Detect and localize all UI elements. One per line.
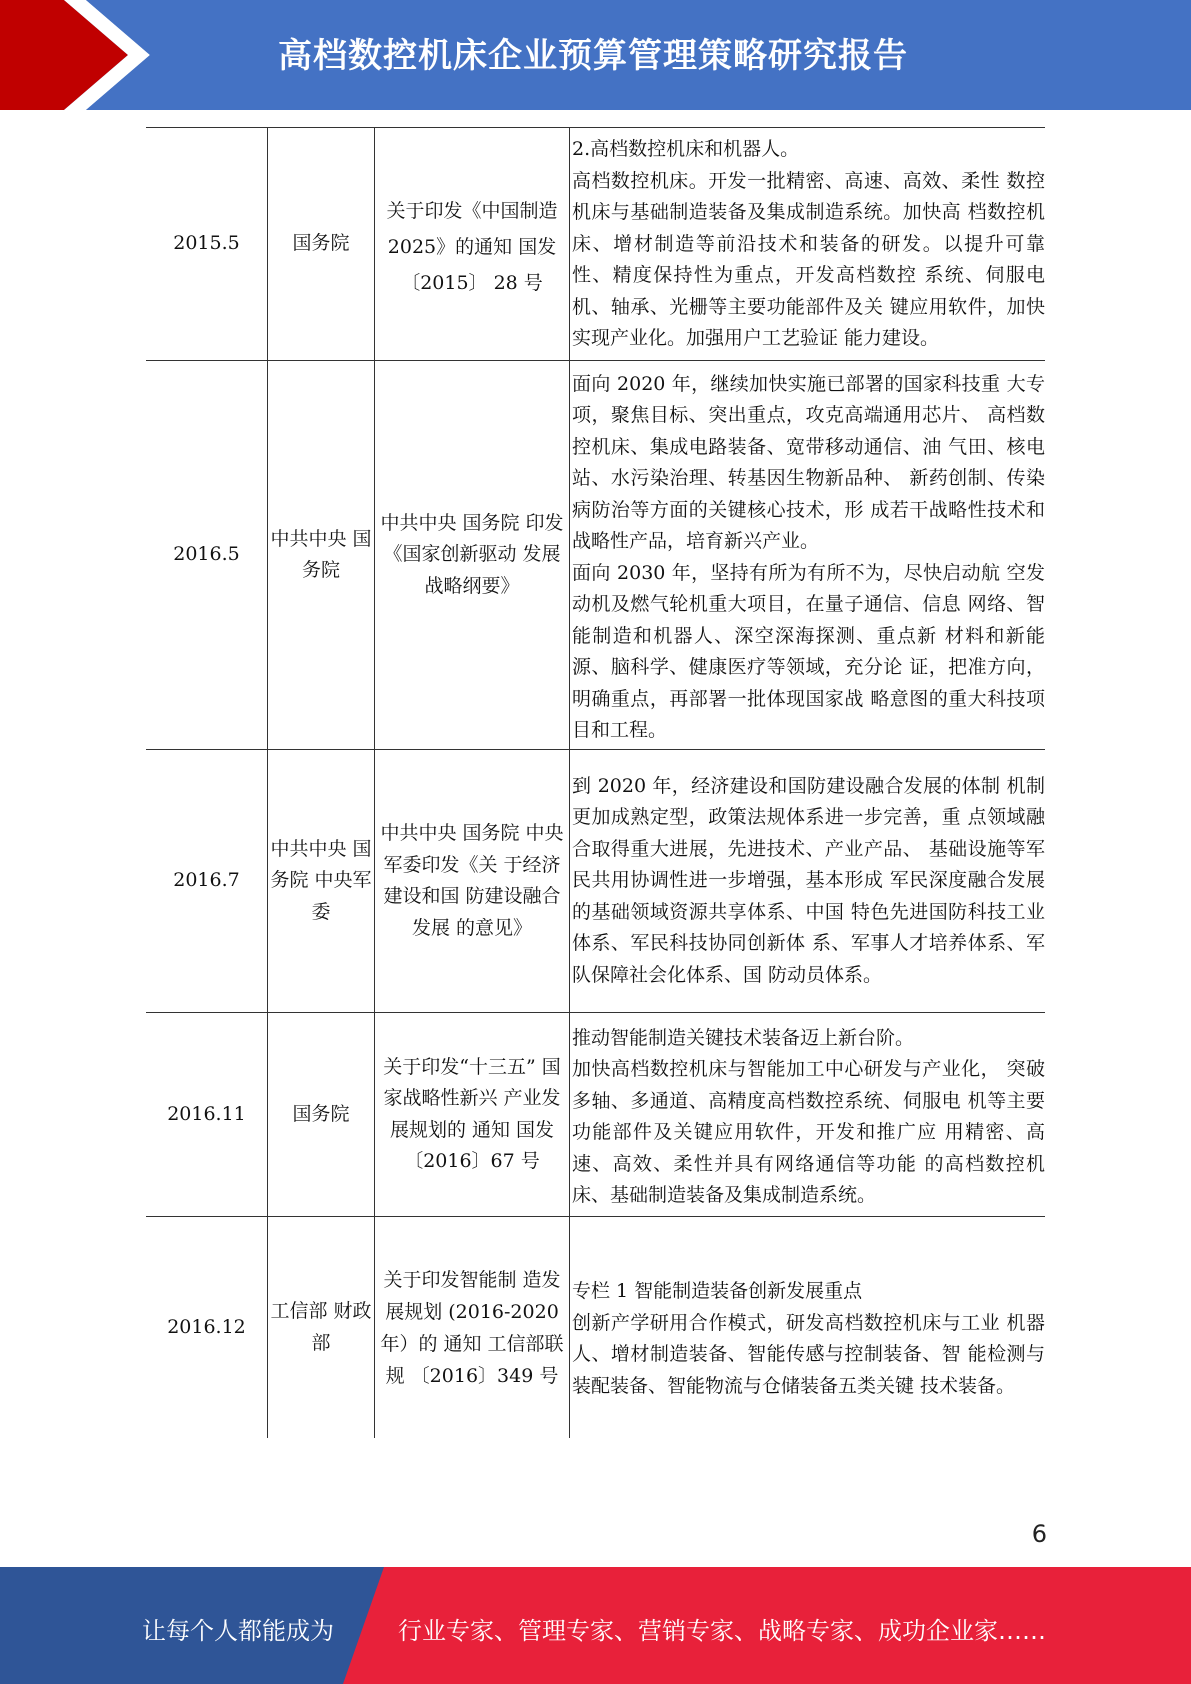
table-row (146, 750, 1045, 1013)
policy-table (146, 127, 1045, 1438)
content-paragraph: 专栏 1 智能制造装备创新发展重点 (572, 1280, 863, 1302)
issuer-cell: 国务院 (268, 1013, 375, 1217)
content-cell (570, 1217, 1046, 1439)
document-cell: 关于印发《中国制造 2025》的通知 国发〔2015〕 28 号 (375, 128, 570, 361)
page-number: 6 (1031, 1520, 1047, 1548)
content-cell (570, 750, 1046, 1013)
table-row (146, 1013, 1045, 1217)
date-cell: 2015.5 (146, 128, 268, 361)
issuer-cell: 中共中央 国务院 中央军委 (268, 750, 375, 1013)
content-paragraph: 推动智能制造关键技术装备迈上新台阶。 (572, 1026, 915, 1049)
content-cell (570, 128, 1046, 361)
table-row (146, 128, 1045, 361)
page-footer (0, 1567, 1191, 1684)
content-cell (570, 361, 1046, 750)
report-title: 高档数控机床企业预算管理策略研究报告 (278, 36, 908, 76)
content-paragraph: 2.高档数控机床和机器人。 (572, 138, 800, 160)
content-paragraph: 面向 2020 年，继续加快实施已部署的国家科技重 大专项，聚焦目标、突出重点，攻克高端通用芯片、 高档数控机床、集成电路装备、宽带移动通信、油 气田、核电站、水污染治理、转基因生物新品种、 新药创制、传染病防治等方面的关键核心技术，形 成若干战略性技术和战略性产品，培育新兴产业。 (572, 372, 1045, 552)
table-row (146, 361, 1045, 750)
table-row (146, 1217, 1045, 1439)
issuer-cell: 国务院 (268, 128, 375, 361)
footer-slogan-right: 行业专家、管理专家、营销专家、战略专家、成功企业家…… (398, 1617, 1046, 1645)
content-cell (570, 1013, 1046, 1217)
content-paragraph: 加快高档数控机床与智能加工中心研发与产业化， 突破多轴、多通道、高精度高档数控系统、伺服电 机等主要功能部件及关键应用软件，开发和推广应 用精密、高速、高效、柔性并具有网络通信等功能 的高档数控机床、基础制造装备及集成制造系统。 (572, 1058, 1045, 1206)
date-cell: 2016.5 (146, 361, 268, 750)
content-paragraph: 面向 2030 年，坚持有所为有所不为，尽快启动航 空发动机及燃气轮机重大项目，在量子通信、信息 网络、智能制造和机器人、深空深海探测、重点新 材料和新能源、脑科学、健康医疗等领域，充分论 证，把准方向，明确重点，再部署一批体现国家战 略意图的重大科技项目和工程。 (572, 561, 1045, 741)
document-cell: 中共中央 国务院 印发 《国家创新驱动 发展战略纲要》 (375, 361, 570, 750)
document-cell: 关于印发智能制 造发展规划 (2016-2020 年）的 通知 工信部联规 〔2016〕349 号 (375, 1217, 570, 1439)
content-paragraph: 到 2020 年，经济建设和国防建设融合发展的体制 机制更加成熟定型，政策法规体系进一步完善，重 点领域融合取得重大进展，先进技术、产业产品、 基础设施等军民共用协调性进一步增强，基本形成 军民深度融合发展的基础领域资源共享体系、中国 特色先进国防科技工业体系、军民科技协同创新体 系、军事人才培养体系、军队保障社会化体系、国 防动员体系。 (572, 774, 1045, 986)
header-arrow-shape (0, 0, 160, 110)
issuer-cell: 工信部 财政部 (268, 1217, 375, 1439)
date-cell: 2016.11 (146, 1013, 268, 1217)
page-header (0, 0, 1191, 110)
content-paragraph: 创新产学研用合作模式，研发高档数控机床与工业 机器人、增材制造装备、智能传感与控制装备、智 能检测与装配装备、智能物流与仓储装备五类关键 技术装备。 (572, 1311, 1045, 1397)
content-paragraph: 高档数控机床。开发一批精密、高速、高效、柔性 数控机床与基础制造装备及集成制造系统。加快高 档数控机床、增材制造等前沿技术和装备的研发。以提升可靠性、精度保持性为重点，开发高档数控 系统、伺服电机、轴承、光栅等主要功能部件及关 键应用软件，加快实现产业化。加强用户工艺验证 能力建设。 (572, 169, 1045, 349)
date-cell: 2016.7 (146, 750, 268, 1013)
document-cell: 中共中央 国务院 中央军委印发《关 于经济建设和国 防建设融合发展 的意见》 (375, 750, 570, 1013)
footer-slogan-left: 让每个人都能成为 (142, 1617, 334, 1645)
issuer-cell: 中共中央 国务院 (268, 361, 375, 750)
document-cell: 关于印发“十三五” 国家战略性新兴 产业发展规划的 通知 国发〔2016〕67 号 (375, 1013, 570, 1217)
date-cell: 2016.12 (146, 1217, 268, 1439)
